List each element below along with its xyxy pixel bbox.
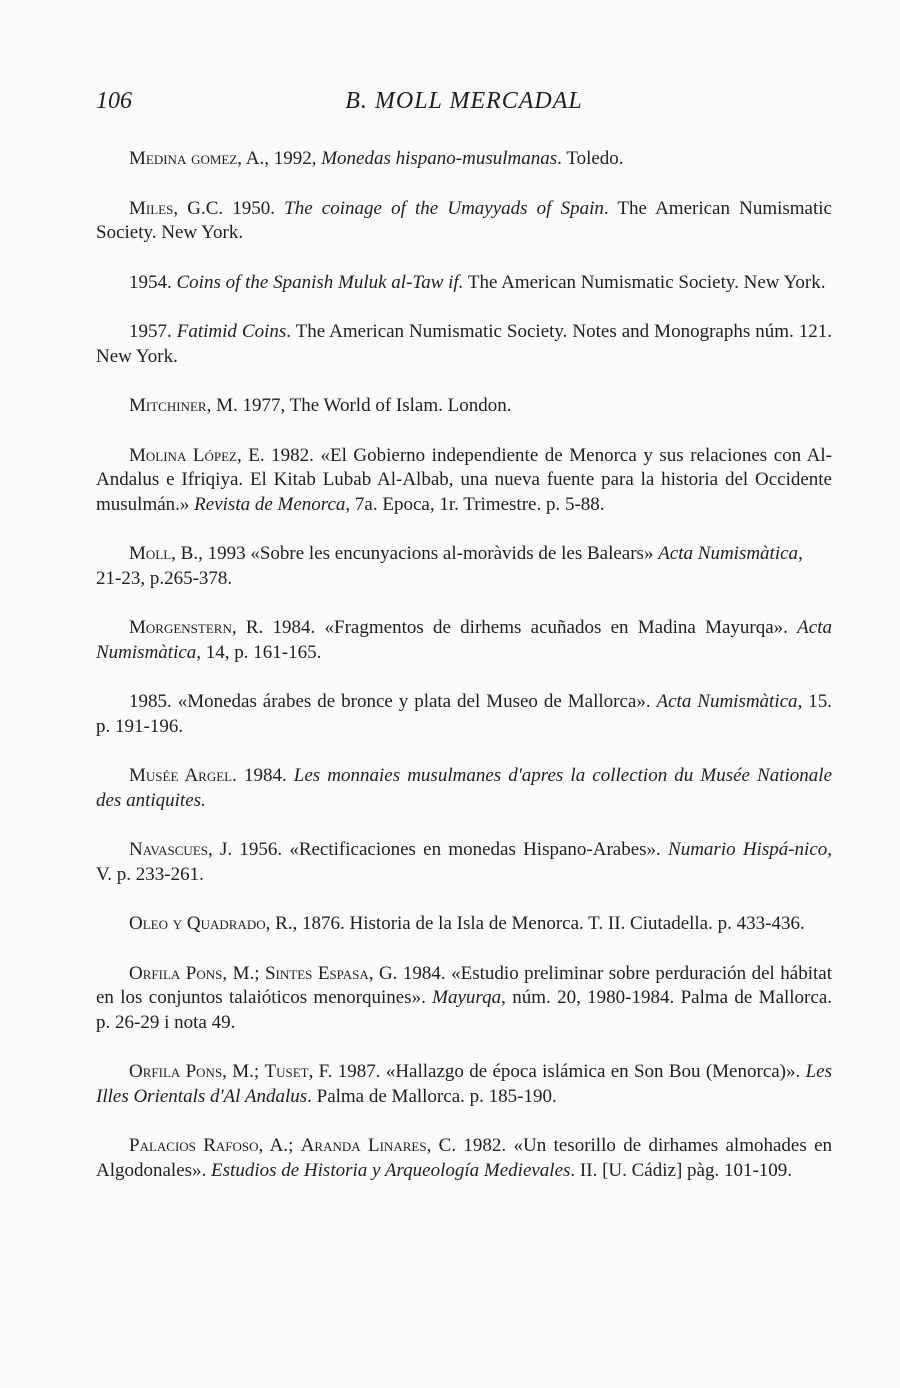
entry-title: Acta Numismàtica, [96, 617, 832, 663]
page-header [96, 88, 832, 124]
bibliography-entry [96, 616, 832, 665]
entry-title: Numario Hispá-nico, [668, 839, 833, 860]
entry-text: 1954. [129, 271, 177, 293]
entry-title: The coinage of the Umayyads of Spain [284, 197, 604, 219]
entry-tail: The American Numismatic Society. New York. [463, 271, 826, 293]
entry-author: Mitchiner [129, 395, 207, 416]
entry-tail: . Toledo. [557, 148, 624, 169]
entry-text: , M.; [222, 1061, 265, 1082]
entry-text: , B., 1993 «Sobre les encunyacions al-moràvids de les Balears» [171, 543, 659, 564]
entry-text: , G. 1984. «Estudio preliminar sobre perduración del hábitat en los conjuntos talaióticos menorquines». [96, 962, 833, 1008]
entry-author: Molina López [129, 444, 237, 466]
entry-author: Miles [129, 197, 174, 219]
bibliography-entry [96, 320, 832, 369]
entry-title: Acta Numismàtica [656, 691, 798, 712]
entry-tail: , 21-23, p.265-378. [96, 543, 803, 589]
bibliography-entry [96, 147, 832, 172]
entry-text: 1957. [129, 321, 177, 342]
entry-tail: . The American Numismatic Society. New York. [96, 197, 832, 243]
entry-title: Acta Numismàtica [658, 543, 799, 564]
entry-text: , M. 1977, The World of Islam. London. [206, 395, 512, 416]
bibliography-entry [96, 1060, 832, 1109]
entry-text: , R. 1984. «Fragmentos de dirhems acuñados en Madina Mayurqa». [231, 617, 798, 638]
entry-text: . 1984. [232, 765, 294, 786]
entry-text: , A., 1992, [237, 148, 322, 169]
entry-author: Navascues [129, 839, 208, 860]
entry-text: , E. 1982. «El Gobierno independiente de Menorca y sus relaciones con Al-Andalus e Ifriqiya. El Kitab Lubab Al-Albab, una nueva fuente para la historia del Occidente musulmán.» [96, 444, 832, 515]
entry-coauthor: Aranda Linares [300, 1135, 427, 1156]
entry-author: Moll [129, 543, 172, 564]
entry-author: Medina gomez [129, 148, 238, 169]
entry-text: , C. 1982. «Un tesorillo de dirhames almohades en Algodonales». [96, 1135, 833, 1181]
entry-coauthor: Sintes Espasa [264, 962, 369, 984]
entry-tail: , 15. p. 191-196. [96, 691, 833, 737]
entry-title: Estudios de Historia y Arqueología Medievales [211, 1159, 571, 1181]
entry-tail: . The American Numismatic Society. Notes and Monographs núm. 121. New York. [96, 321, 832, 367]
entry-text: , F. 1987. «Hallazgo de época islámica en Son Bou (Menorca)». [308, 1061, 806, 1082]
entry-text: , M.; [222, 962, 265, 984]
entry-author: Orfila Pons [129, 962, 223, 984]
entry-title: Coins of the Spanish Muluk al-Taw if. [176, 271, 464, 293]
bibliography-list [96, 147, 832, 1208]
entry-title: Mayurqa [432, 987, 502, 1008]
entry-tail: . Palma de Mallorca. p. 185-190. [307, 1085, 557, 1107]
entry-tail: 14, p. 161-165. [201, 641, 322, 663]
entry-text: , G.C. 1950. [173, 197, 285, 219]
bibliography-entry [96, 271, 832, 296]
entry-tail: , núm. 20, 1980-1984. Palma de Mallorca. p. 26-29 i nota 49. [96, 987, 833, 1033]
bibliography-entry [96, 962, 832, 1036]
entry-author: Musée Argel [129, 765, 233, 786]
bibliography-entry [96, 444, 832, 518]
entry-text: , R., 1876. Historia de la Isla de Menorca. T. II. Ciutadella. p. 433-436. [265, 913, 805, 934]
bibliography-entry [96, 912, 832, 937]
bibliography-entry [96, 197, 832, 246]
bibliography-entry [96, 764, 832, 813]
bibliography-entry [96, 838, 832, 887]
entry-title: Monedas hispano-musulmanas [321, 148, 558, 169]
entry-text: , A.; [258, 1135, 301, 1156]
bibliography-entry [96, 542, 832, 591]
entry-author: Morgenstern [129, 617, 232, 638]
entry-coauthor: Tuset [264, 1061, 309, 1082]
entry-title: Revista de Menorca [194, 493, 346, 515]
entry-tail: V. p. 233-261. [96, 863, 204, 885]
running-head: B. MOLL MERCADAL [345, 88, 583, 114]
entry-tail: , 7a. Epoca, 1r. Trimestre. p. 5-88. [345, 493, 605, 515]
page-number: 106 [96, 88, 132, 114]
entry-author: Palacios Rafoso [129, 1135, 259, 1156]
bibliography-entry [96, 1134, 832, 1183]
entry-text: , J. 1956. «Rectificaciones en monedas Hispano-Arabes». [208, 839, 669, 860]
entry-title: Les monnaies musulmanes d'apres la collection du Musée Nationale des antiquites. [96, 765, 833, 811]
bibliography-entry [96, 394, 832, 419]
entry-author: Orfila Pons [129, 1061, 223, 1082]
entry-title: Fatimid Coins [176, 321, 287, 342]
entry-title: Les Illes Orientals d'Al Andalus [96, 1061, 832, 1107]
entry-tail: . II. [U. Cádiz] pàg. 101-109. [570, 1159, 793, 1181]
bibliography-entry [96, 690, 832, 739]
entry-author: Oleo y Quadrado [129, 913, 266, 934]
entry-text: 1985. «Monedas árabes de bronce y plata del Museo de Mallorca». [129, 691, 657, 712]
